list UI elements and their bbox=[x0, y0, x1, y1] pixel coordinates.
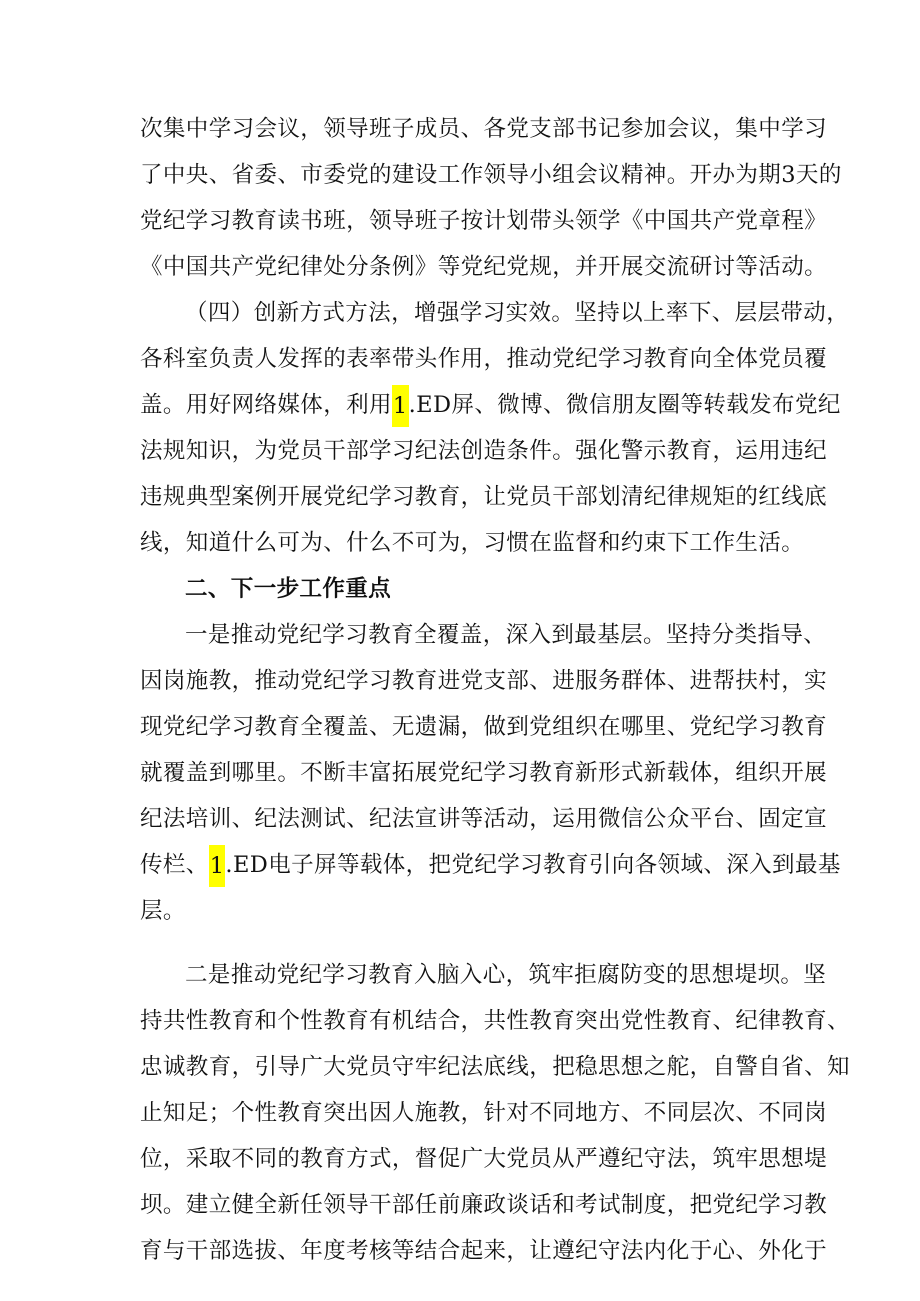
text-segment: .ED屏、微博、微信朋友圈等转载发布党纪 bbox=[408, 392, 841, 418]
text-line: 现党纪学习教育全覆盖、无遗漏，做到党组织在哪里、党纪学习教育 bbox=[140, 714, 828, 740]
text-line: 坝。建立健全新任领导干部任前廉政谈话和考试制度，把党纪学习教 bbox=[140, 1192, 828, 1218]
text-line: 忠诚教育，引导广大党员守牢纪法底线，把稳思想之舵，自警自省、知 bbox=[140, 1054, 850, 1080]
text-segment: .ED电子屏等载体，把党纪学习教育引向各领域、深入到最基 bbox=[225, 852, 841, 878]
text-line: 纪法培训、纪法测试、纪法宣讲等活动，运用微信公众平台、固定宣 bbox=[140, 806, 828, 832]
text-line: 次集中学习会议，领导班子成员、各党支部书记参加会议，集中学习 bbox=[140, 116, 828, 142]
text-line: 各科室负责人发挥的表率带头作用，推动党纪学习教育向全体党员覆 bbox=[140, 346, 828, 372]
text-line: 党纪学习教育读书班，领导班子按计划带头领学《中国共产党章程》 bbox=[140, 208, 828, 234]
text-line: 因岗施教，推动党纪学习教育进党支部、进服务群体、进帮扶村，实 bbox=[140, 668, 828, 694]
text-line: 二是推动党纪学习教育入脑入心，筑牢拒腐防变的思想堤坝。坚 bbox=[185, 962, 827, 988]
text-line: 违规典型案例开展党纪学习教育，让党员干部划清纪律规矩的红线底 bbox=[140, 484, 828, 510]
section-heading: 二、下一步工作重点 bbox=[185, 576, 392, 602]
text-line: 位，采取不同的教育方式，督促广大党员从严遵纪守法，筑牢思想堤 bbox=[140, 1146, 828, 1172]
highlighted-text: 1 bbox=[209, 845, 226, 887]
text-segment: 盖。用好网络媒体，利用 bbox=[140, 392, 392, 418]
text-line-with-highlight bbox=[140, 383, 841, 427]
text-line: 层。 bbox=[140, 898, 186, 924]
text-line: 线，知道什么可为、什么不可为，习惯在监督和约束下工作生活。 bbox=[140, 530, 805, 556]
text-segment: 传栏、 bbox=[140, 852, 209, 878]
text-line: （四）创新方式方法，增强学习实效。坚持以上率下、层层带动， bbox=[185, 300, 850, 326]
text-line: 止知足；个性教育突出因人施教，针对不同地方、不同层次、不同岗 bbox=[140, 1100, 828, 1126]
text-line-with-highlight bbox=[140, 843, 841, 887]
text-line: 《中国共产党纪律处分条例》等党纪党规，并开展交流研讨等活动。 bbox=[140, 254, 828, 280]
highlighted-text: 1 bbox=[392, 385, 409, 427]
text-line: 就覆盖到哪里。不断丰富拓展党纪学习教育新形式新载体，组织开展 bbox=[140, 760, 828, 786]
text-line: 一是推动党纪学习教育全覆盖，深入到最基层。坚持分类指导、 bbox=[185, 622, 827, 648]
text-line: 持共性教育和个性教育有机结合，共性教育突出党性教育、纪律教育、 bbox=[140, 1008, 850, 1034]
text-line: 法规知识，为党员干部学习纪法创造条件。强化警示教育，运用违纪 bbox=[140, 438, 828, 464]
text-line: 育与干部选拔、年度考核等结合起来，让遵纪守法内化于心、外化于 bbox=[140, 1238, 828, 1264]
text-line: 了中央、省委、市委党的建设工作领导小组会议精神。开办为期3天的 bbox=[140, 162, 842, 188]
